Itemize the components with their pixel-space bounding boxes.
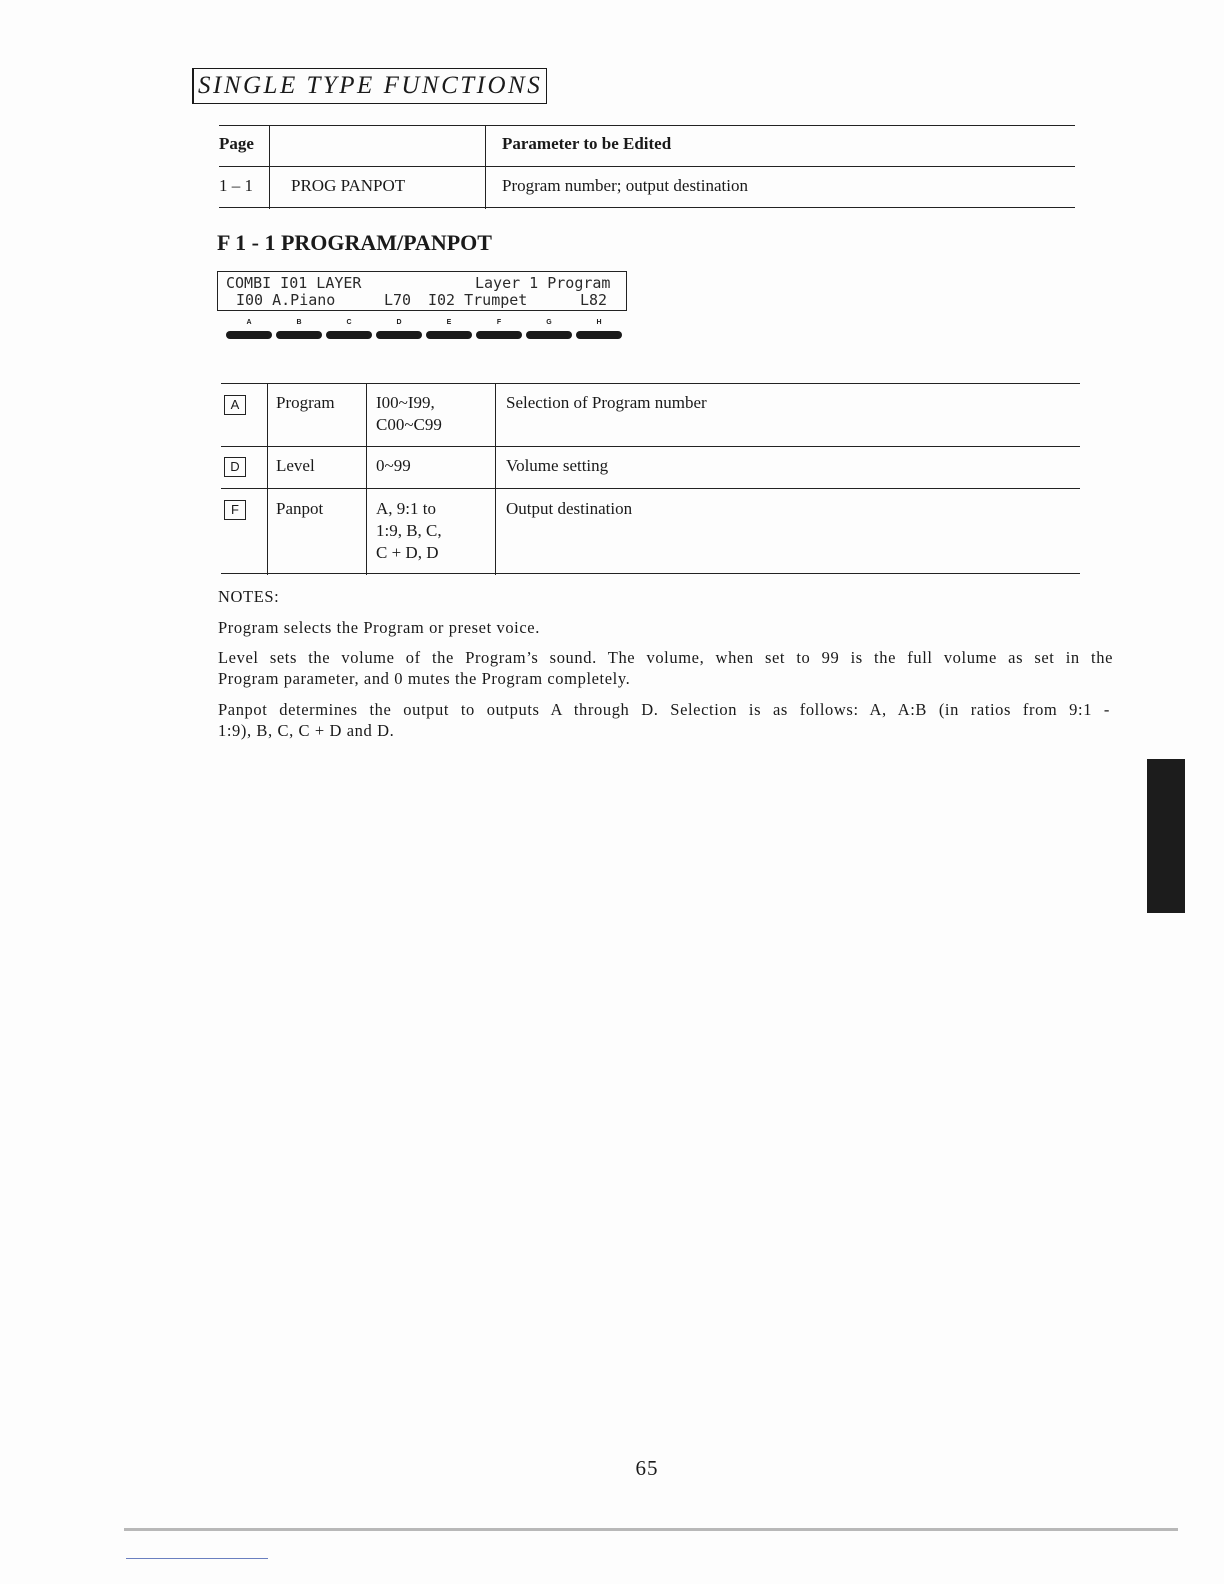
param-range: C00~C99 bbox=[376, 415, 442, 434]
section-thumb-tab bbox=[1147, 759, 1185, 913]
lcd-line-1 bbox=[218, 275, 626, 292]
param-name: Program bbox=[276, 393, 335, 412]
param-name: Panpot bbox=[276, 499, 324, 518]
table-rule bbox=[219, 125, 1075, 126]
param-range: 1:9, B, C, bbox=[376, 521, 442, 540]
header-parameter: Parameter to be Edited bbox=[502, 134, 672, 153]
note-panpot-line-2: 1:9), B, C, C + D and D. bbox=[218, 721, 395, 740]
key-a-box: A bbox=[224, 395, 246, 415]
lcd-display bbox=[217, 271, 627, 311]
table-divider bbox=[267, 383, 268, 575]
param-description: Output destination bbox=[506, 499, 633, 518]
table-rule bbox=[221, 446, 1080, 447]
button-label-g: G bbox=[546, 319, 552, 326]
note-level-line-1: Level sets the volume of the Program’s sound. The volume, when set to 99 is the full volume as set in the bbox=[218, 648, 1113, 667]
soft-button-d[interactable] bbox=[376, 331, 422, 339]
param-name: Level bbox=[276, 456, 315, 475]
row-parameter: Program number; output destination bbox=[502, 176, 748, 195]
soft-button-e[interactable] bbox=[426, 331, 472, 339]
button-label-f: F bbox=[496, 319, 502, 326]
soft-button-g[interactable] bbox=[526, 331, 572, 339]
table-divider bbox=[269, 125, 270, 209]
table-divider bbox=[495, 383, 496, 575]
table-divider bbox=[366, 383, 367, 575]
lcd-program-1: I00 A.Piano bbox=[236, 291, 336, 309]
button-label-a: A bbox=[246, 319, 252, 326]
header-page: Page bbox=[219, 134, 254, 153]
notes-heading: NOTES: bbox=[218, 587, 280, 606]
button-label-b: B bbox=[296, 319, 302, 326]
page-number: 65 bbox=[635, 1456, 659, 1480]
param-description: Selection of Program number bbox=[506, 393, 707, 412]
parameter-table bbox=[221, 383, 1080, 575]
button-label-d: D bbox=[396, 319, 402, 326]
section-title: SINGLE TYPE FUNCTIONS bbox=[192, 68, 547, 104]
button-label-e: E bbox=[446, 319, 452, 326]
table-rule bbox=[221, 488, 1080, 489]
param-range: A, 9:1 to bbox=[376, 499, 436, 518]
soft-button-c[interactable] bbox=[326, 331, 372, 339]
soft-button-a[interactable] bbox=[226, 331, 272, 339]
corner-rule bbox=[126, 1558, 268, 1559]
lcd-level-2: L82 bbox=[580, 291, 608, 309]
table-rule bbox=[221, 573, 1080, 574]
param-range: I00~I99, bbox=[376, 393, 435, 412]
table-rule bbox=[219, 166, 1075, 167]
lcd-mode-text: COMBI I01 LAYER bbox=[226, 274, 362, 292]
key-f-box: F bbox=[224, 500, 246, 520]
function-heading: F 1 - 1 PROGRAM/PANPOT bbox=[217, 230, 492, 255]
soft-button-b[interactable] bbox=[276, 331, 322, 339]
button-label-c: C bbox=[346, 319, 352, 326]
lcd-program-2: I02 Trumpet bbox=[428, 291, 528, 309]
table-rule bbox=[221, 383, 1080, 384]
row-function: PROG PANPOT bbox=[291, 176, 406, 195]
param-range: 0~99 bbox=[376, 456, 411, 475]
note-panpot-line-1: Panpot determines the output to outputs A through D. Selection is as follows: A, A:B (in ratios from 9:1 - bbox=[218, 700, 1110, 719]
param-description: Volume setting bbox=[506, 456, 609, 475]
button-label-h: H bbox=[596, 319, 602, 326]
note-level-line-2: Program parameter, and 0 mutes the Program completely. bbox=[218, 669, 631, 688]
table-divider bbox=[485, 125, 486, 209]
soft-button-f[interactable] bbox=[476, 331, 522, 339]
soft-button-h[interactable] bbox=[576, 331, 622, 339]
table-rule bbox=[219, 207, 1075, 208]
lcd-level-1: L70 bbox=[384, 291, 412, 309]
summary-table bbox=[219, 125, 1075, 209]
lcd-line-2 bbox=[218, 292, 626, 309]
note-program: Program selects the Program or preset voice. bbox=[218, 618, 540, 637]
key-d-box: D bbox=[224, 457, 246, 477]
param-range: C + D, D bbox=[376, 543, 439, 562]
bottom-rule bbox=[124, 1528, 1178, 1531]
lcd-page-text: Layer 1 Program bbox=[475, 274, 611, 292]
row-page: 1 – 1 bbox=[219, 176, 253, 195]
